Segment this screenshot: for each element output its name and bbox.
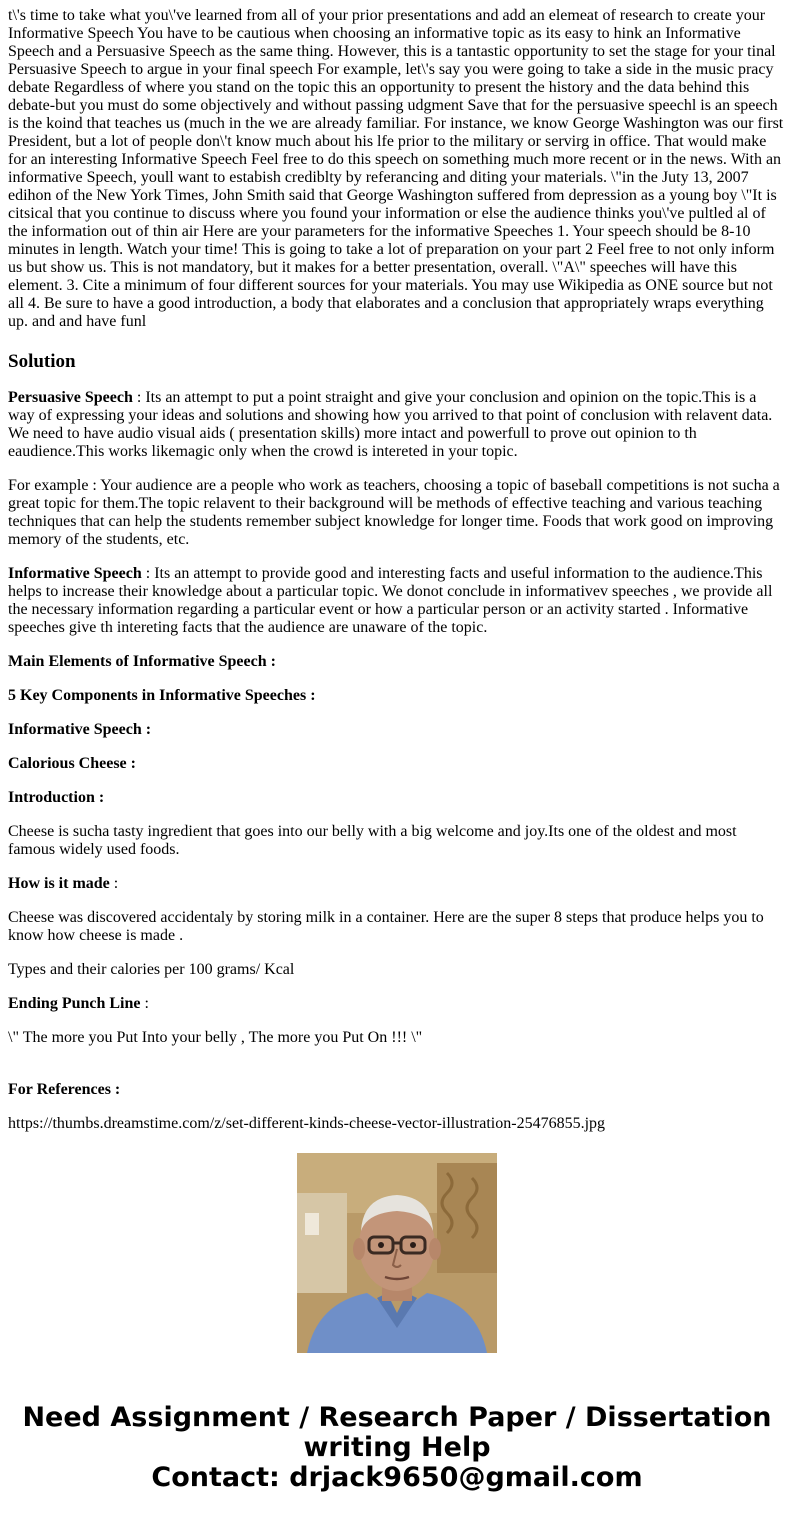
how-made-suffix: : xyxy=(109,875,119,892)
example-paragraph: For example : Your audience are a people who work as teachers, choosing a topic of baseball competitions is not sucha a great topic for them.The topic relavent to their background will be methods of effective teaching and various teaching techniques that can help the students remember subject knowledge for longer time. Foods that work good on improving memory of the students, etc. xyxy=(8,477,780,548)
topic-text: Calorious Cheese : xyxy=(8,755,136,772)
footer xyxy=(0,1122,794,1523)
main-elements-text: Main Elements of Informative Speech : xyxy=(8,653,276,670)
types-paragraph: Types and their calories per 100 grams/ Kcal xyxy=(8,961,295,978)
introduction-heading-text: Introduction : xyxy=(8,789,105,806)
contact-banner xyxy=(0,1403,794,1493)
informative-speech-text: Informative Speech : xyxy=(8,721,152,738)
topic-heading xyxy=(8,755,786,773)
introduction-paragraph: Cheese is sucha tasty ingredient that goes into our belly with a big welcome and joy.Its one of the oldest and most famous widely used foods. xyxy=(8,823,737,858)
references-link[interactable]: https://thumbs.dreamstime.com/z/set-different-kinds-cheese-vector-illustration-25476855.jpg xyxy=(8,1115,606,1132)
persuasive-text: : Its an attempt to put a point straight and give your conclusion and opinion on the topic.This is a way of expressing your ideas and solutions and showing how you arrived to that point of conclusion with relavent data. We need to have audio visual aids ( presentation skills) more intact and powerfull to prove out opinion to th eaudience.This works likemagic only when the crowd is intereted in your topic. xyxy=(8,389,773,460)
cta-line-1: Need Assignment / Research Paper / Dissertation xyxy=(22,1402,772,1433)
how-made-heading xyxy=(8,875,786,893)
informative-speech-heading xyxy=(8,721,786,739)
persuasive-label: Persuasive Speech xyxy=(8,389,133,406)
cta-line-2: writing Help xyxy=(303,1432,491,1463)
introduction-heading xyxy=(8,789,786,807)
references-heading-text: For References : xyxy=(8,1081,121,1098)
document-content xyxy=(8,0,786,1132)
punch-line-suffix: : xyxy=(140,995,149,1012)
cta-contact-email[interactable]: Contact: drjack9650@gmail.com xyxy=(151,1462,643,1493)
avatar-portrait-image xyxy=(297,1153,497,1353)
informative-text: : Its an attempt to provide good and interesting facts and useful information to the audience.This helps to increase their knowledge about a particular topic. We donot conclude in informativev speeches , we provide all the necessary information regarding a particular event or how a particular person or an activity started . Informative speeches give th intereting facts that the audience are unaware of the topic. xyxy=(8,565,773,636)
key-components-heading xyxy=(8,687,786,705)
solution-heading: Solution xyxy=(8,351,76,372)
main-elements-heading xyxy=(8,653,786,671)
key-components-text: 5 Key Components in Informative Speeches : xyxy=(8,687,316,704)
informative-label: Informative Speech xyxy=(8,565,142,582)
avatar xyxy=(297,1153,497,1353)
punch-line-heading xyxy=(8,995,786,1013)
persuasive-paragraph xyxy=(8,389,786,461)
how-made-label: How is it made xyxy=(8,875,110,892)
question-text: t\'s time to take what you\'ve learned from all of your prior presentations and add an elemeat of research to create your Informative Speech You have to be cautious when choosing an informative topic as its easy to hink an Informative Speech and a Persuasive Speech as the same thing. However, this is a tantastic opportunity to set the stage for your tinal Persuasive Speech to argue in your final speech For example, let\'s say you were going to take a side in the music pracy debate Regardless of where you stand on the topic this an opportunity to present the history and the data behind this debate-but you must do some objectively and without passing udgment Save that for the persuasive speechl is an speech is the koind that teaches us (much in the we are already familiar. For instance, we know George Washington was our first President, but a lot of people don\'t know much about his lfe prior to the military or servirg in office. That would make for an interesting Informative Speech Feel free to do this speech on something much more recent or in the news. With an informative Speech, youll want to estabish crediblty by referancing and diting your materials. \"in the Juty 13, 2007 edihon of the New York Times, John Smith said that George Washington suffered from depression as a young boy \"It is citsical that you continue to discuss where you found your information or else the audience thinks you\'ve pultled al of the information out of thin air Here are your parameters for the informative Speeches 1. Your speech should be 8-10 minutes in length. Watch your time! This is going to take a lot of preparation on your part 2 Feel free to not only inform us but show us. This is not mandatory, but it makes for a better presentation, overall. \"A\" speeches will have this element. 3. Cite a minimum of four different sources for your materials. You may use Wikipedia as ONE source but not all 4. Be sure to have a good introduction, a body that elaborates and a conclusion that appropriately wraps everything up. and and have funl xyxy=(8,7,784,330)
informative-paragraph xyxy=(8,565,786,637)
punch-line-label: Ending Punch Line xyxy=(8,995,141,1012)
punch-line-paragraph: \" The more you Put Into your belly , The more you Put On !!! \" xyxy=(8,1029,423,1046)
references-heading xyxy=(8,1081,786,1099)
how-made-paragraph: Cheese was discovered accidentaly by storing milk in a container. Here are the super 8 steps that produce helps you to know how cheese is made . xyxy=(8,909,764,944)
